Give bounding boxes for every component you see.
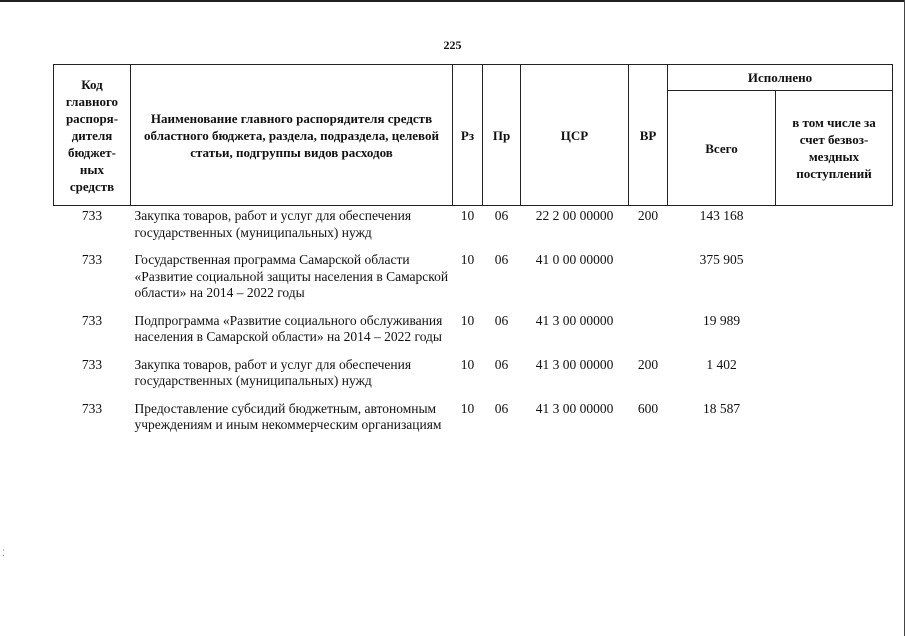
header-executed: Исполнено [668, 65, 893, 91]
cell-rz: 10 [460, 208, 475, 223]
table-row [54, 252, 893, 313]
cell-pr: 06 [494, 208, 509, 223]
cell-rz: 10 [460, 356, 475, 372]
cell-pr: 06 [494, 356, 509, 372]
budget-table [53, 64, 893, 445]
cell-csr: 41 0 00 00000 [535, 252, 614, 267]
cell-csr: 41 3 00 00000 [535, 356, 614, 372]
cell-gratuitous [776, 401, 893, 445]
cell-gratuitous [776, 252, 893, 313]
scan-top-edge [0, 0, 905, 2]
table-body [54, 206, 893, 445]
cell-vr: 200 [637, 356, 659, 372]
scan-artifact: ⁚ [2, 548, 5, 558]
cell-total: 143 168 [699, 208, 744, 223]
header-csr: ЦСР [521, 65, 629, 206]
header-pr: Пр [483, 65, 521, 206]
cell-pr: 06 [494, 252, 509, 267]
cell-total: 18 587 [702, 400, 741, 416]
cell-vr: 200 [637, 208, 659, 223]
cell-name: Закупка товаров, работ и услуг для обеспечения государственных (муниципальных) нужд [134, 208, 412, 240]
header-rz: Рз [453, 65, 483, 206]
cell-rz: 10 [460, 312, 475, 328]
cell-csr: 22 2 00 00000 [535, 208, 614, 223]
cell-total: 1 402 [706, 356, 737, 372]
header-name: Наименование главного распорядителя средств областного бюджета, раздела, подраздела, целевой статьи, подгруппы видов расходов [131, 65, 453, 206]
cell-csr: 41 3 00 00000 [535, 400, 614, 416]
cell-total: 19 989 [702, 312, 741, 328]
cell-rz: 10 [460, 252, 475, 267]
table-row [54, 401, 893, 445]
header-total: Всего [668, 91, 776, 206]
cell-code: 733 [81, 356, 103, 372]
cell-total: 375 905 [699, 252, 744, 267]
cell-rz: 10 [460, 400, 475, 416]
cell-name: Подпрограмма «Развитие социального обслуживания населения в Самарской области» на 2014 – 2022 годы [134, 312, 443, 344]
cell-code: 733 [81, 312, 103, 328]
cell-vr: 600 [637, 400, 659, 416]
cell-vr [629, 252, 668, 313]
cell-code: 733 [81, 400, 103, 416]
cell-gratuitous [776, 357, 893, 401]
header-gratuitous: в том числе за счет безвоз-мездных поступлений [776, 91, 893, 206]
cell-vr [629, 313, 668, 357]
table-row [54, 313, 893, 357]
cell-pr: 06 [494, 312, 509, 328]
cell-name: Закупка товаров, работ и услуг для обеспечения государственных (муниципальных) нужд [134, 356, 412, 388]
cell-gratuitous [776, 313, 893, 357]
table-row [54, 357, 893, 401]
table-row [54, 206, 893, 253]
page-number: 225 [443, 38, 462, 52]
cell-csr: 41 3 00 00000 [535, 312, 614, 328]
cell-code: 733 [81, 208, 103, 223]
cell-name: Государственная программа Самарской области «Развитие социальной защиты населения в Самарской области» на 2014 – 2022 годы [134, 252, 449, 300]
table-header [54, 65, 893, 206]
cell-name: Предоставление субсидий бюджетным, автономным учреждениям и иным некоммерческим организациям [134, 400, 442, 432]
header-code: Код главного распоря-дителя бюджет-ных средств [54, 65, 131, 206]
cell-gratuitous [776, 206, 893, 253]
cell-pr: 06 [494, 400, 509, 416]
header-vr: ВР [629, 65, 668, 206]
cell-code: 733 [81, 252, 103, 267]
